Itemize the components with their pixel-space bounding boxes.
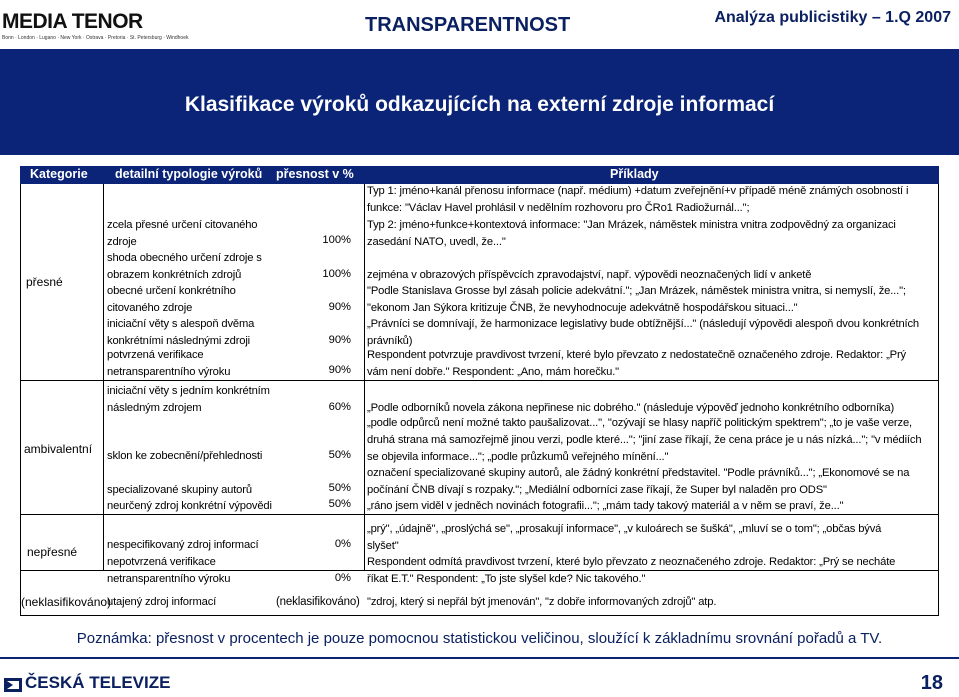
row-example: Respondent potvrzuje pravdivost tvrzení, které bylo převzato z nedostatečně označeného zdroje. Redaktor: „Prý vám není dobře." Respondent: „Ano, mám horečku." <box>367 349 906 378</box>
row-type: utajený zdroj informací <box>107 596 217 608</box>
row-example: „Podle odborníků novela zákona nepřinese nic dobrého." (následuje výpověď jednoho konkrétního odborníka) <box>367 402 895 414</box>
col-header-examples: Příklady <box>610 167 659 181</box>
category-nepresne: nepřesné <box>27 545 78 559</box>
media-tenor-logo <box>2 10 189 50</box>
ct-logo-icon <box>4 677 22 691</box>
row-pct: (neklasifikováno) <box>276 596 360 608</box>
category-ambivalentni: ambivalentní <box>24 442 93 456</box>
row-pct: 100% <box>322 268 351 280</box>
row-type: nespecifikovaný zdroj informací <box>107 539 259 551</box>
col-divider <box>364 184 365 570</box>
classification-table <box>20 184 939 616</box>
row-pct: 0% <box>334 572 351 584</box>
header-right-title: Analýza publicistiky – 1.Q 2007 <box>714 9 951 26</box>
col-divider <box>103 184 104 570</box>
row-type: specializované skupiny autorů <box>107 484 252 496</box>
logo-cities: Bonn · London · Lugano · New York · Ostrava · Pretoria · St. Petersburg · Windhoek <box>2 35 189 41</box>
row-pct: 50% <box>328 482 351 494</box>
row-pct: 90% <box>328 364 351 376</box>
footnote: Poznámka: přesnost v procentech je pouze pomocnou statistickou veličinou, sloužící k základnímu srovnání pořadů a TV. <box>76 630 883 647</box>
row-example: označení specializované skupiny autorů, ale žádný konkrétní představitel. "Podle právníků..."; „Ekonomové se na počínání ČNB dívají s rozpaky."; „Mediální odborníci zase říkají, že Super byl naladěn pro ODS" <box>367 467 910 496</box>
logo-name: MEDIA TENOR <box>2 10 143 33</box>
row-example: "Podle Stanislava Grosse byl zásah policie adekvátní."; „Jan Mrázek, náměstek ministra vnitra, si nemyslí, že..."; "ekonom Jan Sýkora kritizuje ČNB, že nevyhodnocuje adekvátně hospodářskou situaci..." <box>367 285 906 314</box>
header-center-title: TRANSPARENTNOST <box>365 14 571 36</box>
row-example: „prý", „údajně", „proslýchá se", „prosakují informace", „v kuloárech se šušká", „mluví se o tom"; „občas bývá slyšet" <box>367 523 882 552</box>
row-pct: 90% <box>328 334 351 346</box>
ct-logo-text: ČESKÁ TELEVIZE <box>25 673 171 692</box>
row-example: zejména v obrazových příspěvcích zpravodajství, např. výpovědi neoznačených lidí v anketě <box>367 269 812 281</box>
row-example: „Právníci se domnívají, že harmonizace legislativy bude obtížnější..." (následují výpovědi alespoň dvou konkrétních právníků) <box>367 318 919 347</box>
slide-title: Klasifikace výroků odkazujících na externí zdroje informací <box>184 93 775 116</box>
row-example: Respondent odmítá pravdivost tvrzení, které bylo převzato z neoznačeného zdroje. Redaktor: „Prý se necháte říkat E.T." Respondent: „To jste slyšel kde? Nic takového." <box>367 556 896 585</box>
row-type: shoda obecného určení zdroje s obrazem konkrétních zdrojů <box>107 252 262 281</box>
page-number: 18 <box>920 672 943 694</box>
row-pct: 100% <box>322 234 351 246</box>
row-example: „podle odpůrců není možné takto paušalizovat...", "ozývají se hlasy napříč politickým spektrem"; „to je vaše verze, druhá strana má samozřejmě jinou verzi, podle které..."; "jiní zase říkají, že cena práce je u nás nízká..."; "v médiích se objevila informace..."; „podle průzkumů veřejného mínění..." <box>367 417 922 463</box>
row-pct: 50% <box>328 498 351 510</box>
col-header-pct: přesnost v % <box>276 167 354 181</box>
row-type: sklon ke zobecnění/přehlednosti <box>107 450 263 462</box>
row-example: "zdroj, který si nepřál být jmenován", "z dobře informovaných zdrojů" atp. <box>367 596 717 608</box>
row-example: Typ 1: jméno+kanál přenosu informace (např. médium) +datum zveřejnění+v případě méně známých osobností i funkce: "Václav Havel prohlásil v nedělním rozhovoru pro ČRo1 Radiožurnál..."; Typ 2: jméno+funkce+kontextová informace: "Jan Mrázek, náměstek ministra vnitra zodpovědný za organizaci zasedání NATO, uvedl, že..." <box>367 185 909 248</box>
row-type: nepotvrzená verifikace netransparentního výroku <box>107 556 231 585</box>
ceska-televize-logo <box>4 673 170 693</box>
category-presne: přesné <box>26 275 63 289</box>
row-pct: 60% <box>328 401 351 413</box>
row-type: obecné určení konkrétního citovaného zdroje <box>107 285 236 314</box>
row-type: iniciační věty s alespoň dvěma konkrétními následnými zdroji <box>107 318 255 347</box>
row-type: neurčený zdroj konkrétní výpovědi <box>107 500 272 512</box>
row-example: „ráno jsem viděl v jedněch novinách fotografii..."; „mám tady takový materiál a v něm se praví, že..." <box>367 500 844 512</box>
footer-rule <box>0 657 959 659</box>
table-header <box>20 166 939 184</box>
col-header-type: detailní typologie výroků <box>115 167 263 181</box>
row-pct: 50% <box>328 449 351 461</box>
row-pct: 90% <box>328 301 351 313</box>
row-type: potvrzená verifikace netransparentního výroku <box>107 349 231 378</box>
col-header-category: Kategorie <box>30 167 88 181</box>
row-type: iniciační věty s jedním konkrétním následným zdrojem <box>107 385 270 414</box>
category-neklasifikovano: (neklasifikováno) <box>21 595 112 609</box>
row-pct: 0% <box>334 538 351 550</box>
row-type: zcela přesné určení citovaného zdroje <box>107 219 258 248</box>
